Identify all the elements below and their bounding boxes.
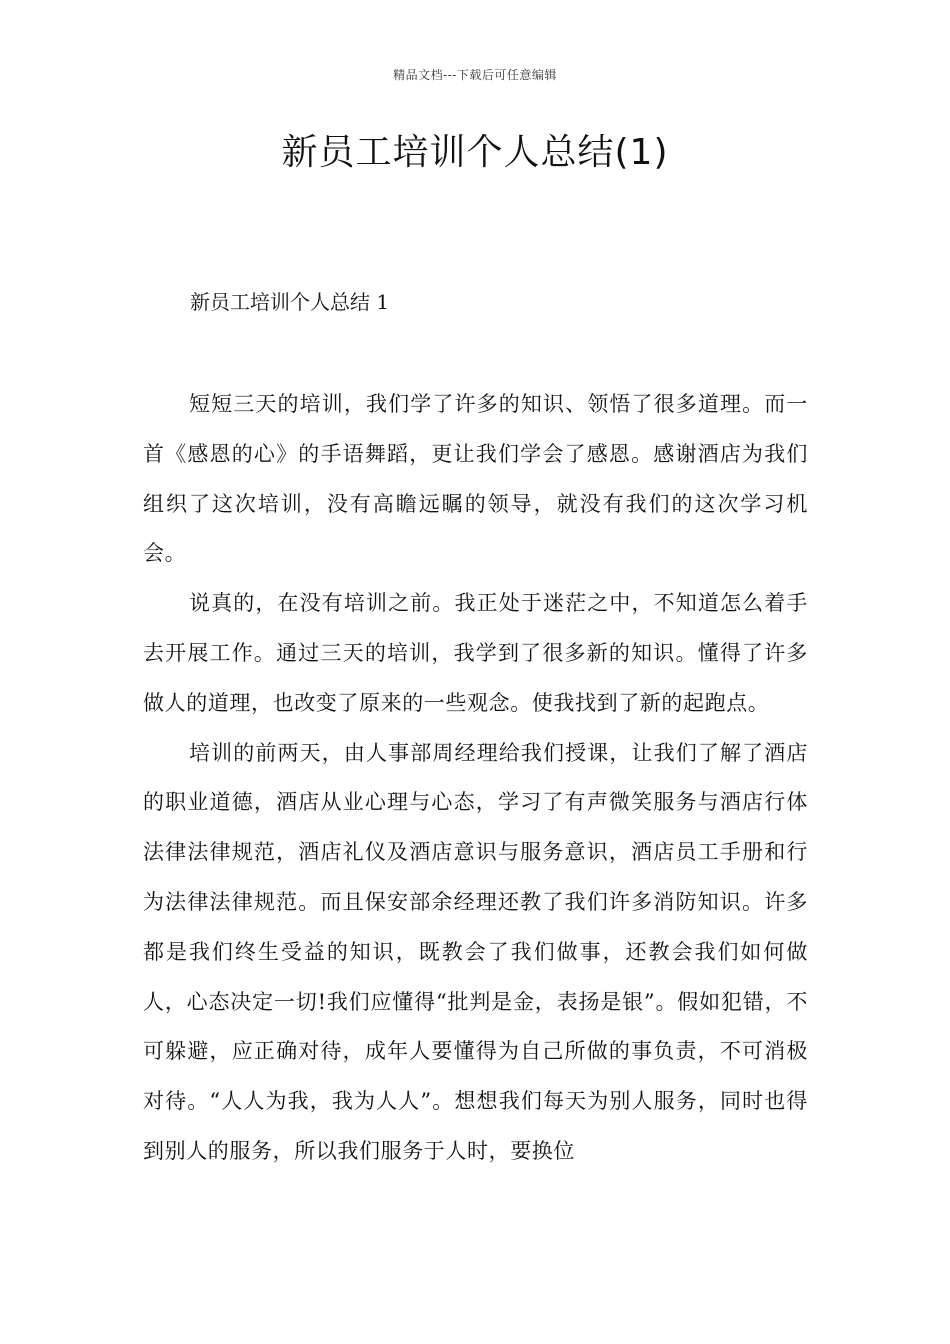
document-title: 新员工培训个人总结(1) [281,132,669,173]
section-subtitle: 新员工培训个人总结 1 [190,290,390,314]
header-note: 精品文档---下载后可任意编辑 [393,68,557,82]
paragraph: 培训的前两天，由人事部周经理给我们授课，让我们了解了酒店的职业道德，酒店从业心理与心态，学习了有声微笑服务与酒店行体法律法律规范，酒店礼仪及酒店意识与服务意识，酒店员工手册和行为法律法律规范。而且保安部余经理还教了我们许多消防知识。许多都是我们终生受益的知识，既教会了我们做事，还教会我们如何做人，心态决定一切!我们应懂得“批判是金，表扬是银”。假如犯错，不可躲避，应正确对待，成年人要懂得为自己所做的事负责，不可消极对待。“人人为我，我为人人”。想想我们每天为别人服务，同时也得到别人的服务，所以我们服务于人时，要换位 [143,740,808,1163]
body-text [143,380,808,1177]
paragraph: 说真的，在没有培训之前。我正处于迷茫之中，不知道怎么着手去开展工作。通过三天的培训，我学到了很多新的知识。懂得了许多做人的道理，也改变了原来的一些观念。使我找到了新的起跑点。 [143,591,808,715]
paragraph: 短短三天的培训，我们学了许多的知识、领悟了很多道理。而一首《感恩的心》的手语舞蹈，更让我们学会了感恩。感谢酒店为我们组织了这次培训，没有高瞻远瞩的领导，就没有我们的这次学习机会。 [143,392,808,566]
